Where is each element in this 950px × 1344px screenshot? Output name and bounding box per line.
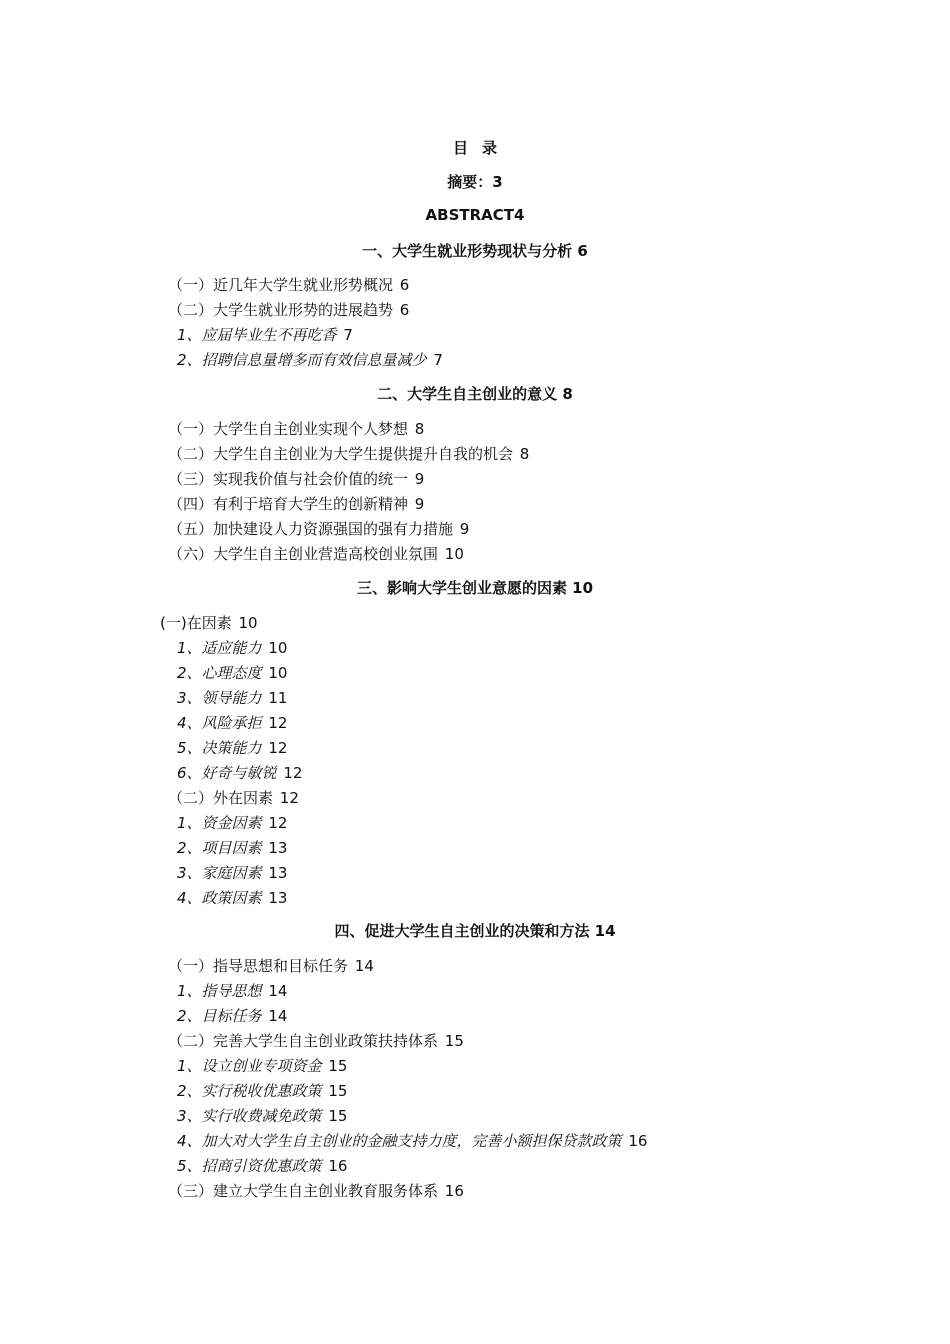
toc-entry-label: 实行收费减免政策 (201, 1107, 322, 1125)
toc-entry-label: 资金因素 (201, 814, 262, 832)
toc-entry[interactable] (168, 1031, 464, 1051)
toc-section-heading[interactable]: 一、大学生就业形势现状与分析 6 (362, 242, 588, 260)
toc-section-heading[interactable]: 二、大学生自主创业的意义 8 (377, 385, 573, 403)
toc-subentry[interactable] (177, 325, 353, 345)
toc-entry-number: 5、 (177, 739, 202, 757)
toc-entry-page: 12 (268, 714, 288, 732)
toc-subentry[interactable] (177, 1056, 347, 1076)
toc-entry-label: 政策因素 (201, 889, 262, 907)
toc-entry-label: （三）建立大学生自主创业教育服务体系 (168, 1182, 439, 1200)
toc-entry-page: 8 (519, 445, 530, 463)
toc-entry-page: 13 (268, 839, 288, 857)
toc-entry-page: 12 (279, 789, 299, 807)
toc-entry-label: （一）近几年大学生就业形势概况 (168, 276, 394, 294)
toc-entry-label: 家庭因素 (201, 864, 262, 882)
toc-entry-page: 11 (268, 689, 288, 707)
toc-entry-number: 2、 (177, 1082, 202, 1100)
toc-entry-page: 9 (414, 495, 425, 513)
toc-subentry[interactable] (177, 1156, 347, 1176)
toc-entry-label: （六）大学生自主创业营造高校创业氛围 (168, 545, 439, 563)
toc-title (0, 137, 950, 158)
toc-entry[interactable] (168, 275, 409, 295)
toc-entry-label: 加大对大学生自主创业的金融支持力度，完善小额担保贷款政策 (201, 1132, 622, 1150)
toc-entry-number: 6、 (177, 764, 202, 782)
toc-section-heading[interactable]: 三、影响大学生创业意愿的因素 10 (356, 579, 594, 597)
toc-entry-page: 15 (328, 1107, 348, 1125)
toc-entry-label: 设立创业专项资金 (201, 1057, 322, 1075)
toc-entry-label: （四）有利于培育大学生的创新精神 (168, 495, 409, 513)
toc-entry[interactable] (168, 519, 469, 539)
toc-entry[interactable] (168, 469, 424, 489)
toc-entry[interactable] (160, 613, 258, 633)
toc-entry-label: 适应能力 (201, 639, 262, 657)
toc-subentry[interactable] (177, 1081, 347, 1101)
toc-entry-label: （五）加快建设人力资源强国的强有力措施 (168, 520, 454, 538)
toc-entry-abstract-cn[interactable]: 摘要：3 (447, 173, 503, 191)
toc-entry[interactable] (168, 300, 409, 320)
toc-entry-page: 16 (328, 1157, 348, 1175)
toc-entry-page: 14 (268, 982, 288, 1000)
toc-entry-number: 4、 (177, 714, 202, 732)
toc-entry-page: 6 (399, 301, 410, 319)
toc-entry-page: 8 (414, 420, 425, 438)
toc-entry-page: 10 (268, 664, 288, 682)
toc-title-right: 录 (482, 139, 498, 157)
toc-entry-label: 心理态度 (201, 664, 262, 682)
toc-entry-label: 风险承拒 (201, 714, 262, 732)
toc-entry-page: 13 (268, 889, 288, 907)
toc-entry-page: 16 (628, 1132, 648, 1150)
toc-entry-page: 9 (459, 520, 470, 538)
toc-subentry[interactable] (177, 738, 287, 758)
toc-entry-page: 12 (283, 764, 303, 782)
toc-entry-page: 12 (268, 814, 288, 832)
toc-entry-label: 目标任务 (201, 1007, 262, 1025)
toc-entry-label: （二）大学生就业形势的进展趋势 (168, 301, 394, 319)
toc-entry-number: 4、 (177, 1132, 202, 1150)
toc-entry[interactable] (168, 544, 464, 564)
toc-subentry[interactable] (177, 713, 287, 733)
toc-entry-page: 10 (268, 639, 288, 657)
toc-entry-number: 2、 (177, 664, 202, 682)
toc-entry-label: 领导能力 (201, 689, 262, 707)
toc-entry-page: 7 (343, 326, 353, 344)
toc-section-heading[interactable]: 四、促进大学生自主创业的决策和方法 14 (334, 922, 616, 940)
toc-entry-abstract-en[interactable]: ABSTRACT4 (425, 206, 525, 224)
toc-entry-number: 3、 (177, 689, 202, 707)
toc-entry-label: 实行税收优惠政策 (201, 1082, 322, 1100)
toc-entry-page: 7 (433, 351, 443, 369)
toc-subentry[interactable] (177, 838, 287, 858)
toc-title-left: 目 (452, 139, 468, 157)
toc-entry-page: 15 (328, 1082, 348, 1100)
toc-entry[interactable] (168, 494, 424, 514)
toc-subentry[interactable] (177, 863, 287, 883)
toc-entry-label: 应届毕业生不再吃香 (201, 326, 337, 344)
toc-subentry[interactable] (177, 813, 287, 833)
toc-entry-label: 好奇与敏锐 (201, 764, 277, 782)
toc-subentry[interactable] (177, 1006, 287, 1026)
toc-entry-label: （一）大学生自主创业实现个人梦想 (168, 420, 409, 438)
toc-entry-label: 决策能力 (201, 739, 262, 757)
toc-entry-number: 2、 (177, 839, 202, 857)
toc-subentry[interactable] (177, 350, 443, 370)
toc-entry-number: 2、 (177, 351, 202, 369)
toc-entry-page: 9 (414, 470, 425, 488)
toc-entry-number: 1、 (177, 1057, 202, 1075)
toc-entry-label: 项目因素 (201, 839, 262, 857)
toc-entry-label: (一)在因素 (160, 614, 232, 632)
toc-entry-number: 1、 (177, 982, 202, 1000)
toc-entry-page: 10 (444, 545, 464, 563)
toc-entry-page: 16 (444, 1182, 464, 1200)
toc-entry-page: 13 (268, 864, 288, 882)
toc-entry[interactable] (168, 956, 374, 976)
toc-subentry[interactable] (177, 663, 287, 683)
toc-subentry[interactable] (177, 1106, 347, 1126)
toc-entry-label: 招聘信息量增多而有效信息量减少 (201, 351, 427, 369)
toc-subentry[interactable] (177, 763, 302, 783)
toc-entry-label: 指导思想 (201, 982, 262, 1000)
toc-entry-label: （二）完善大学生自主创业政策扶持体系 (168, 1032, 439, 1050)
toc-entry-label: 招商引资优惠政策 (201, 1157, 322, 1175)
toc-subentry[interactable] (177, 888, 287, 908)
toc-entry-page: 14 (268, 1007, 288, 1025)
toc-entry-number: 3、 (177, 864, 202, 882)
toc-entry-label: （一）指导思想和目标任务 (168, 957, 349, 975)
toc-subentry[interactable] (177, 688, 287, 708)
toc-entry-number: 2、 (177, 1007, 202, 1025)
toc-entry-page: 15 (444, 1032, 464, 1050)
toc-subentry[interactable] (177, 638, 287, 658)
toc-entry-label: （三）实现我价值与社会价值的统一 (168, 470, 409, 488)
toc-entry-number: 1、 (177, 814, 202, 832)
toc-entry-label: （二）外在因素 (168, 789, 274, 807)
toc-subentry[interactable] (177, 981, 287, 1001)
toc-entry-number: 4、 (177, 889, 202, 907)
toc-entry-number: 3、 (177, 1107, 202, 1125)
toc-entry-page: 15 (328, 1057, 348, 1075)
toc-subentry[interactable] (177, 1131, 647, 1151)
toc-entry-number: 1、 (177, 326, 202, 344)
toc-entry-page: 6 (399, 276, 410, 294)
toc-entry-number: 5、 (177, 1157, 202, 1175)
toc-entry[interactable] (168, 444, 529, 464)
toc-entry-page: 12 (268, 739, 288, 757)
toc-entry-label: （二）大学生自主创业为大学生提供提升自我的机会 (168, 445, 514, 463)
toc-entry[interactable] (168, 1181, 464, 1201)
toc-entry-number: 1、 (177, 639, 202, 657)
toc-entry-page: 10 (238, 614, 258, 632)
toc-entry-page: 14 (354, 957, 374, 975)
toc-entry[interactable] (168, 788, 299, 808)
toc-entry[interactable] (168, 419, 424, 439)
